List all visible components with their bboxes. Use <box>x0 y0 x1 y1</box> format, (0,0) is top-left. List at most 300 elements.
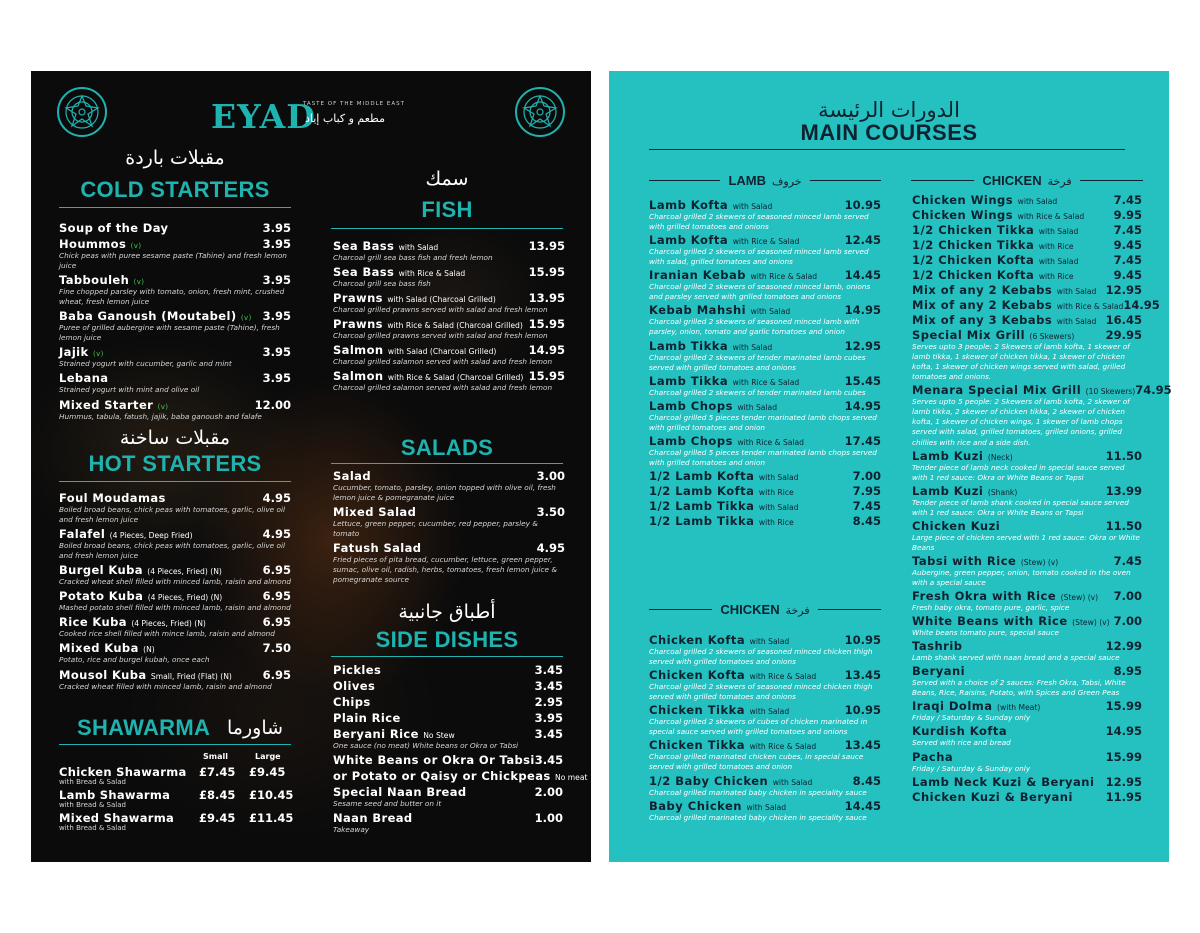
menu-item-price: 3.50 <box>536 505 565 520</box>
menu-item-row <box>59 371 291 385</box>
menu-item-name-group <box>333 265 465 279</box>
menu-item-note: with Rice & Salad <box>1056 302 1124 311</box>
menu-item-row <box>59 345 291 359</box>
lamb-list <box>649 198 881 529</box>
menu-item-name: Falafel <box>59 527 106 542</box>
menu-item <box>912 724 1142 748</box>
menu-item-price: 7.50 <box>262 641 291 656</box>
chicken-list-right <box>912 193 1172 805</box>
menu-item <box>912 383 1172 447</box>
menu-item-row <box>912 614 1142 628</box>
shawarma-row <box>59 811 294 835</box>
vegetarian-tag: (v) <box>133 278 145 287</box>
menu-item-note: with Salad <box>1038 257 1079 266</box>
menu-item-name-group <box>649 374 799 388</box>
menu-item-row <box>333 811 563 825</box>
menu-item-name: Mix of any 2 Kebabs <box>912 298 1053 312</box>
menu-item-row <box>912 449 1142 463</box>
menu-item-name-group <box>333 343 496 357</box>
menu-item-note: with Rice & Salad (Charcoal Grilled) <box>387 373 524 383</box>
menu-item-row <box>912 484 1142 498</box>
menu-item <box>912 283 1142 297</box>
menu-item-row <box>333 695 563 709</box>
menu-item-price: 12.95 <box>1105 283 1142 297</box>
menu-item-note: (Neck) <box>987 452 1013 462</box>
menu-item-price: 12.95 <box>844 338 881 353</box>
brand-arabic-name: مطعم و كباب إياد <box>305 112 385 125</box>
menu-item-note: (4 Pieces, Fried) (N) <box>147 567 222 577</box>
menu-item-name-group <box>59 615 206 629</box>
menu-item-price: 10.95 <box>844 198 881 212</box>
menu-item <box>649 399 881 433</box>
menu-item-price: 7.00 <box>1113 614 1142 629</box>
menu-item-price: 3.95 <box>262 273 291 288</box>
menu-item-name: Sea Bass <box>333 239 395 253</box>
menu-item-price: 3.95 <box>262 221 291 235</box>
menu-item-row <box>649 434 881 448</box>
menu-item-name: Chips <box>333 695 371 709</box>
shawarma-small-price: £7.45 <box>199 765 236 779</box>
shawarma-title: SHAWARMA <box>77 715 211 740</box>
menu-item-row <box>912 238 1142 252</box>
menu-item-note: with Salad <box>1017 197 1058 206</box>
menu-item-name-group <box>912 208 1084 222</box>
menu-item-description: Friday / Saturday & Sunday only <box>912 713 1031 723</box>
menu-item-name: 1/2 Lamb Tikka <box>649 498 755 513</box>
menu-item-name-group <box>649 434 804 448</box>
menu-item-name-group <box>912 664 965 678</box>
menu-item-price: 12.99 <box>1105 639 1142 654</box>
menu-item-row <box>649 633 881 647</box>
lamb-header <box>649 173 881 188</box>
salads-title: SALADS <box>400 435 494 460</box>
lamb-arabic-title: خروف <box>771 176 802 188</box>
menu-item-price: 15.99 <box>1105 699 1142 714</box>
ornament-badge-icon-right <box>515 87 565 137</box>
menu-item-price: 13.45 <box>844 668 881 683</box>
menu-item-name: White Beans or Okra Or Tabsi <box>333 753 535 768</box>
menu-item-price: 7.45 <box>1113 223 1142 237</box>
menu-item-note: (with Meat) <box>997 703 1041 713</box>
menu-item-price: 10.95 <box>844 703 881 718</box>
menu-item-row <box>333 317 565 331</box>
menu-item-name: Mixed Starter <box>59 397 154 412</box>
side-dishes-arabic-title: أطباق جانبية <box>398 601 496 623</box>
menu-item-row <box>59 398 291 412</box>
menu-item-note: with Rice & Salad <box>749 672 817 682</box>
menu-item-name: Potato Kuba <box>59 589 144 604</box>
menu-item-row <box>649 774 881 788</box>
menu-item-price: 4.95 <box>262 491 291 505</box>
menu-item-row <box>333 469 565 483</box>
fish-divider <box>331 228 563 229</box>
menu-item-price: 12.45 <box>844 233 881 248</box>
menu-item <box>59 563 291 587</box>
menu-item <box>333 505 565 539</box>
menu-item-name: Lebana <box>59 371 109 386</box>
menu-item-name-group <box>649 469 799 483</box>
menu-item-description: Charcoal grilled marinated baby chicken in speciality sauce <box>649 787 867 797</box>
menu-item-price: 15.95 <box>528 317 565 332</box>
menu-item-price: 3.00 <box>536 469 565 483</box>
menu-item-price: 14.95 <box>844 398 881 413</box>
menu-item <box>333 785 563 809</box>
menu-item-name-group <box>59 527 193 541</box>
menu-item-description: Charcoal grilled salamon served with salad and fresh lemon <box>333 357 553 367</box>
menu-item-note: (4 Pieces, Fried) (N) <box>147 593 223 603</box>
menu-item-name-group <box>912 589 1098 603</box>
menu-item-row <box>59 237 291 251</box>
menu-item-name: Beryani <box>912 664 966 679</box>
menu-item-name-group <box>912 193 1057 207</box>
menu-item-name: Prawns <box>333 291 383 306</box>
menu-item-note: with Salad <box>749 637 790 646</box>
menu-item-name: Sea Bass <box>333 265 395 280</box>
shawarma-name: Chicken Shawarma <box>59 765 187 779</box>
menu-item-name: Baby Chicken <box>649 798 742 813</box>
menu-item-description: Charcoal grilled prawns served with salad and fresh lemon <box>333 331 548 341</box>
chicken-title-right: CHICKEN <box>982 173 1042 188</box>
menu-item-price: 7.45 <box>1113 193 1142 207</box>
menu-item-price: 2.95 <box>534 695 563 709</box>
menu-item-description: Hummus, tabula, fatush, jajik, baba ganoush and falafe <box>59 411 262 421</box>
vegetarian-tag: (v) <box>240 314 252 323</box>
menu-item-description: Charcoal grilled 2 skewers of seasoned minced lamb with parsley, onion, tomato and garlic tomatoes and onion <box>649 317 860 337</box>
shawarma-small-price: £9.45 <box>199 811 236 825</box>
menu-item-name: Mixed Kuba <box>59 641 139 656</box>
menu-item <box>333 239 565 263</box>
menu-item-price: 4.95 <box>262 527 291 542</box>
menu-item-note: (Shank) <box>987 487 1018 497</box>
menu-item-description: Cucumber, tomato, parsley, onion topped with olive oil, fresh lemon juice & pomegranate juice <box>333 483 556 503</box>
menu-item-name: Lamb Kofta <box>649 233 729 248</box>
menu-item-description: Charcoal grill sea bass fish and fresh lemon <box>333 253 493 262</box>
menu-item-row <box>912 193 1142 207</box>
menu-item-row <box>333 753 563 767</box>
menu-item-row <box>912 253 1142 267</box>
menu-item-price: 14.45 <box>844 268 881 283</box>
menu-item-description: Charcoal grilled 5 pieces tender marinated lamb chops served with grilled tomatoes and onion <box>649 447 877 467</box>
menu-item-price: 9.95 <box>1113 208 1142 222</box>
menu-item-name-group <box>649 668 816 682</box>
menu-item-row <box>59 641 291 655</box>
shawarma-col-small: Small <box>203 752 228 761</box>
chicken-title-left: CHICKEN <box>720 602 780 617</box>
menu-item-description: Serves upto 3 people: 2 Skewers of lamb kofta, 1 skewer of lamb tikka, 1 skewer of chicken tikka, 1 skewer of chicken kofta, 1 skewer of chicken wings served with salad, grilled tomatoes and onions. <box>912 342 1130 382</box>
menu-item-price: 6.95 <box>262 667 291 682</box>
menu-item-name: Beryani Rice <box>333 727 419 741</box>
menu-item-name-group <box>333 711 401 725</box>
hot-starters-title: HOT STARTERS <box>88 451 262 476</box>
menu-item-price: 15.95 <box>528 265 565 280</box>
menu-item-name-group <box>333 695 371 709</box>
menu-item <box>649 499 881 513</box>
menu-item-name: Pacha <box>912 749 954 764</box>
menu-item-name-group <box>912 554 1058 568</box>
menu-item-price: 14.95 <box>844 303 881 318</box>
menu-item-price: 7.00 <box>1113 589 1142 604</box>
menu-item <box>912 298 1160 312</box>
shawarma-col-large: Large <box>255 752 281 761</box>
menu-item-price: 7.45 <box>852 498 881 513</box>
menu-item-note: with Rice & Salad <box>732 237 800 247</box>
menu-item-row <box>912 283 1142 297</box>
menu-item <box>333 469 565 503</box>
menu-item-price: 6.95 <box>262 589 291 604</box>
menu-item-name-group <box>912 750 953 764</box>
menu-item <box>912 328 1142 382</box>
menu-item-note: with Salad (Charcoal Grilled) <box>387 295 496 305</box>
menu-item-row <box>649 703 881 717</box>
menu-item-row <box>912 519 1142 533</box>
menu-item <box>649 774 881 798</box>
chicken-header-left <box>649 602 881 617</box>
menu-item-note: (4 Pieces, Deep Fried) <box>109 531 193 541</box>
menu-item-name-group <box>333 369 523 383</box>
menu-item-description: White beans tomato pure, special sauce <box>912 628 1059 638</box>
menu-item-note: (Stew) (v) <box>1060 593 1099 603</box>
menu-item-price: 12.00 <box>254 397 291 412</box>
menu-item-name-group <box>333 769 587 783</box>
fish-list <box>333 239 565 395</box>
menu-item <box>333 695 563 709</box>
menu-item-description: Charcoal grilled 2 skewers of seasoned minced chicken thigh served with grilled tomatoes and onions <box>649 682 873 702</box>
menu-item-name-group <box>912 223 1078 237</box>
shawarma-name: Lamb Shawarma <box>59 788 171 802</box>
menu-item-price: 6.95 <box>262 563 291 578</box>
vegetarian-tag: (v) <box>130 242 142 250</box>
shawarma-divider <box>59 744 291 745</box>
menu-item <box>649 374 881 398</box>
menu-item-name: Lamb Kuzi <box>912 483 984 498</box>
menu-item-description: Charcoal grill sea bass fish <box>333 279 431 289</box>
menu-item-name-group <box>912 238 1074 252</box>
menu-item-row <box>333 541 565 555</box>
menu-item <box>59 668 291 692</box>
menu-item-name-group <box>649 484 794 498</box>
menu-item-name-group <box>333 663 381 677</box>
menu-item <box>912 268 1142 282</box>
menu-item-row <box>333 265 565 279</box>
menu-item-note: with Salad <box>772 777 813 787</box>
menu-item <box>333 811 563 835</box>
menu-item-note: with Rice & Salad <box>749 742 817 752</box>
menu-item-note: with Rice <box>758 517 794 527</box>
menu-item-row <box>649 198 881 212</box>
menu-item-row <box>333 291 565 305</box>
menu-item-name-group <box>649 303 790 317</box>
shawarma-large-price: £10.45 <box>249 788 294 802</box>
menu-item-price: 14.95 <box>528 343 565 358</box>
menu-item-note: (Stew) (v) <box>1072 618 1110 628</box>
menu-item-row <box>912 664 1142 678</box>
menu-item <box>912 589 1142 613</box>
menu-item-name: Jajik <box>59 345 89 360</box>
menu-item-description: Lamb shank served with naan bread and a special sauce <box>912 653 1120 663</box>
menu-item-price: 3.95 <box>262 309 291 324</box>
menu-item-row <box>333 369 565 383</box>
menu-item-name-group <box>649 499 798 513</box>
menu-item-price: 15.99 <box>1105 749 1142 764</box>
menu-item <box>912 519 1142 553</box>
menu-item-row <box>333 343 565 357</box>
menu-item-name: Tabsi with Rice <box>912 553 1017 568</box>
menu-item <box>333 265 565 289</box>
menu-item-note: with Rice & Salad (Charcoal Grilled) <box>387 321 523 331</box>
menu-item-row <box>912 554 1142 568</box>
menu-item-name-group <box>912 328 1074 342</box>
menu-item-name: Lamb Chops <box>649 398 733 413</box>
menu-item <box>59 615 291 639</box>
shawarma-large-price: £9.45 <box>249 765 286 779</box>
menu-item-name-group <box>649 233 799 247</box>
menu-item-name-group <box>59 371 108 385</box>
menu-item-name: Menara Special Mix Grill <box>912 383 1082 398</box>
menu-item-price: 7.95 <box>852 483 881 498</box>
cold-starters-divider <box>59 207 291 208</box>
menu-item-price: 3.45 <box>534 663 563 677</box>
menu-item-price: 7.00 <box>852 468 881 483</box>
menu-item-name-group <box>333 753 535 767</box>
menu-item-price: 3.95 <box>262 371 291 386</box>
menu-item-description: Tender piece of lamb shank cooked in special sauce served with 1 red sauce: Okra or White Beans or Tapsi <box>912 497 1129 517</box>
menu-item-price: 11.50 <box>1105 448 1142 463</box>
menu-item-name-group <box>59 398 168 412</box>
menu-item-price: 7.45 <box>1113 553 1142 568</box>
menu-item-name: Mousol Kuba <box>59 667 147 682</box>
menu-item-name: Olives <box>333 679 376 693</box>
menu-item-row <box>649 799 881 813</box>
menu-item-note: (4 Pieces, Fried) (N) <box>131 619 206 629</box>
menu-item-name-group <box>333 291 496 305</box>
menu-item <box>912 193 1142 207</box>
menu-item-name: Special Naan Bread <box>333 785 467 800</box>
menu-item-row <box>333 727 563 741</box>
menu-item-price: 3.45 <box>534 727 563 741</box>
menu-item-description: Cracked wheat shell filled with minced lamb, raisin and almond <box>59 577 292 587</box>
left-menu-page <box>31 71 591 862</box>
menu-item-description: Charcoal grilled 5 pieces tender marinated lamb chops served with grilled tomatoes and onion <box>649 412 877 432</box>
menu-item-name: Pickles <box>333 663 382 677</box>
menu-item-price: 2.00 <box>534 785 563 800</box>
menu-item <box>912 238 1142 252</box>
menu-item <box>333 663 563 677</box>
menu-item <box>912 639 1142 663</box>
menu-item-row <box>59 221 291 235</box>
main-courses-divider <box>649 149 1125 150</box>
shawarma-small-price: £8.45 <box>199 788 236 802</box>
brand-logo <box>211 97 416 137</box>
menu-item <box>59 345 291 369</box>
menu-item <box>59 237 291 271</box>
menu-item-note: with Salad <box>750 307 791 317</box>
menu-item-row <box>912 790 1142 804</box>
menu-item-name-group <box>59 668 232 682</box>
menu-item-name-group <box>912 790 1073 804</box>
menu-item-row <box>649 303 881 317</box>
menu-item-row <box>333 239 565 253</box>
menu-item-price: 11.50 <box>1105 518 1142 533</box>
menu-item <box>333 369 565 393</box>
menu-item-name: Naan Bread <box>333 811 413 826</box>
menu-item-note: with Rice & Salad <box>750 272 818 282</box>
menu-item <box>333 727 563 751</box>
menu-item-name: Baba Ganoush (Moutabel) <box>59 309 237 324</box>
menu-item-row <box>912 328 1142 342</box>
menu-item-price: 15.45 <box>844 373 881 388</box>
menu-item-name: Mix of any 3 Kebabs <box>912 313 1053 327</box>
cold-starters-list <box>59 221 291 424</box>
shawarma-row <box>59 765 291 789</box>
menu-item-name: Rice Kuba <box>59 615 127 630</box>
menu-item-description: Takeaway <box>333 825 370 835</box>
chicken-header-right <box>911 173 1143 188</box>
menu-item <box>912 775 1142 789</box>
menu-item-row <box>649 514 881 528</box>
menu-item-name-group <box>333 505 416 519</box>
menu-item-description: Charcoal grilled salamon served with salad and fresh lemon <box>333 383 553 393</box>
menu-item-row <box>912 750 1142 764</box>
menu-item <box>333 541 565 585</box>
menu-item-description: Charcoal grilled prawns served with salad and fresh lemon <box>333 305 548 315</box>
menu-item-price: 3.95 <box>262 345 291 360</box>
menu-item-description: Charcoal grilled 2 skewers of tender marinated lamb cubes <box>649 387 866 397</box>
hot-starters-arabic-title: مقبلات ساخنة <box>119 427 231 449</box>
menu-item-name-group <box>649 514 794 528</box>
menu-item <box>649 514 881 528</box>
menu-item-description: Puree of grilled aubergine with sesame paste (Tahine), fresh lemon juice <box>59 323 280 343</box>
menu-item-row <box>59 491 291 505</box>
menu-item <box>912 664 1142 698</box>
menu-item <box>912 253 1142 267</box>
shawarma-subtitle: with Bread & Salad <box>59 824 126 832</box>
ornament-badge-icon-left <box>57 87 107 137</box>
menu-item-row <box>649 233 881 247</box>
menu-item-price: 4.95 <box>536 541 565 556</box>
menu-item-name-group <box>333 785 467 799</box>
menu-item-note: with Rice <box>1038 242 1074 251</box>
menu-item-row <box>912 208 1142 222</box>
menu-item-row <box>59 309 291 323</box>
menu-item-row <box>649 668 881 682</box>
menu-item-row <box>649 399 881 413</box>
menu-item-name-group <box>59 273 144 287</box>
menu-item-name: Chicken Kuzi <box>912 518 1001 533</box>
menu-item-name-group <box>912 699 1040 713</box>
menu-item-description: Tender piece of lamb neck cooked in special sauce served with 1 red sauce: Okra or White Beans or Tapsi <box>912 462 1125 482</box>
cold-starters-arabic-title: مقبلات باردة <box>125 147 225 169</box>
menu-item <box>912 790 1142 804</box>
menu-item-description: Friday / Saturday & Sunday only <box>912 763 1031 773</box>
menu-item-description: Strained yogurt with mint and olive oil <box>59 385 200 395</box>
menu-item <box>333 343 565 367</box>
hot-starters-list <box>59 491 291 694</box>
menu-item-description: Charcoal grilled 2 skewers of seasoned minced lamb, onions and parsley served with grilled tomatoes and onions <box>649 282 871 302</box>
right-menu-page <box>609 71 1172 862</box>
menu-item-description: Charcoal grilled 2 skewers of seasoned minced chicken thigh served with grilled tomatoes and onions <box>649 647 873 667</box>
menu-item <box>59 309 291 343</box>
menu-item-price: 8.45 <box>852 773 881 788</box>
menu-item-name: Foul Moudamas <box>59 491 166 505</box>
menu-item-name: Plain Rice <box>333 711 401 725</box>
brand-name: EYAD <box>211 97 316 136</box>
menu-item-note: with Rice <box>758 487 794 497</box>
salads-list <box>333 469 565 587</box>
menu-item-note: with Salad <box>1056 317 1097 326</box>
menu-item-description: Lettuce, green pepper, cucumber, red pepper, parsley & tomato <box>333 519 538 539</box>
shawarma-large-price: £11.45 <box>249 811 294 825</box>
menu-item-description: One sauce (no meat) White beans or Okra or Tabsi <box>333 741 519 750</box>
